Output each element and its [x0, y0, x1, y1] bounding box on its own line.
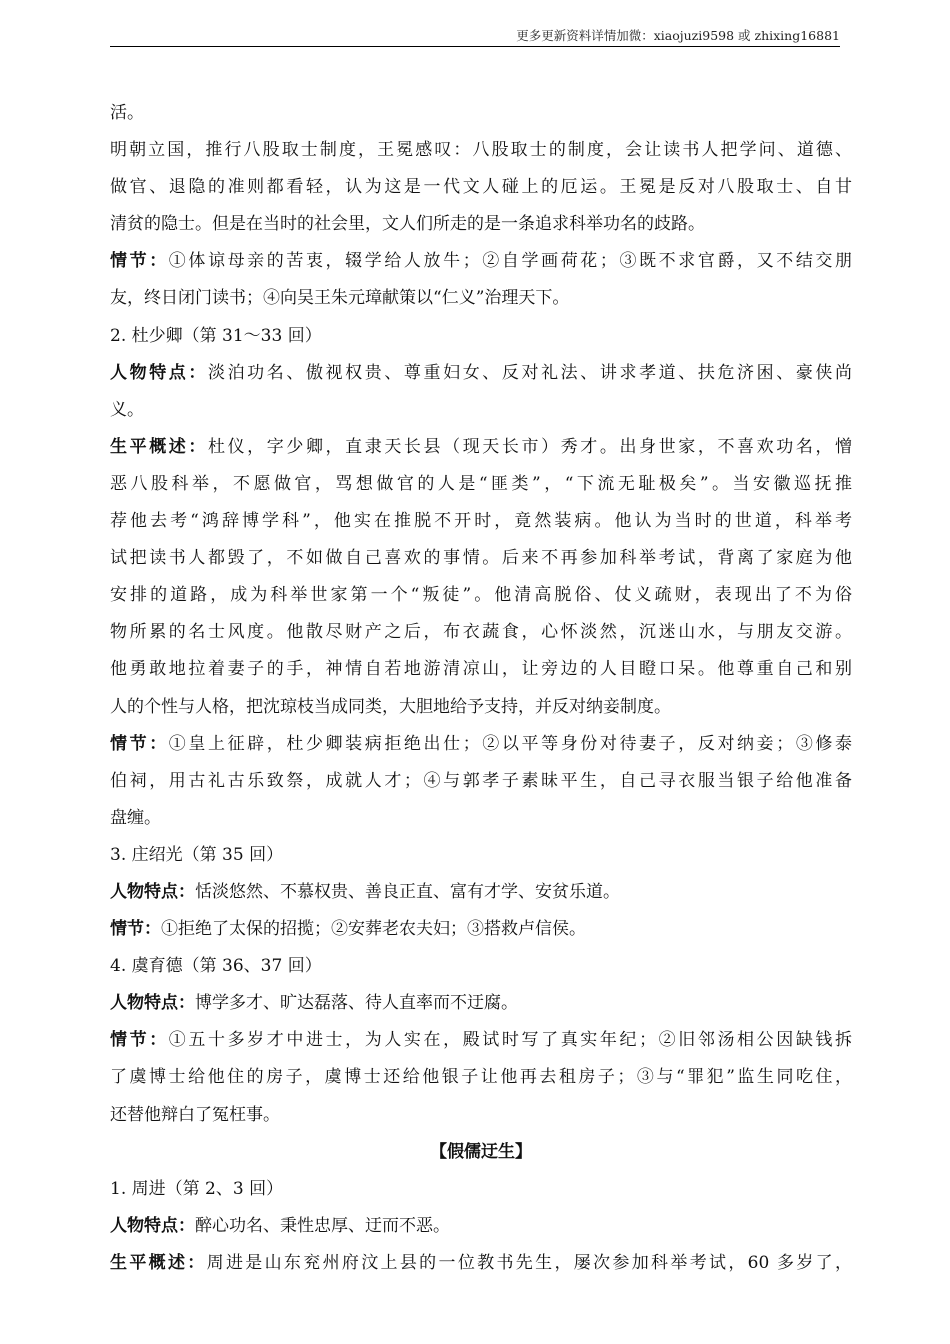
section-title: 1. 周进（第 2、3 回） — [110, 1178, 284, 1199]
paragraph-line: 义。 — [110, 399, 144, 420]
category-heading: 【假儒迂生】 — [430, 1141, 532, 1162]
paragraph-line: 友，终日闭门读书；④向吴王朱元璋献策以“仁义”治理天下。 — [110, 288, 570, 309]
traits-line: 人物特点：醉心功名、秉性忠厚、迂而不恶。 — [110, 1215, 450, 1236]
paragraph-line: 伯祠，用古礼古乐致祭，成就人才；④与郭孝子素昧平生，自己寻衣服当银子给他准备 — [110, 770, 852, 791]
paragraph-line: 恶八股科举，不愿做官，骂想做官的人是“匪类”，“下流无耻极矣”。当安徽巡抚推 — [110, 473, 852, 494]
paragraph-line: 物所累的名士风度。他散尽财产之后，布衣蔬食，心怀淡然，沉迷山水，与朋友交游。 — [110, 622, 852, 643]
paragraph-line: 荐他去考“鸿辞博学科”，他实在推脱不开时，竟然装病。他认为当时的世道，科举考 — [110, 511, 852, 532]
traits-label: 人物特点： — [110, 881, 195, 902]
paragraph-line: 盘缠。 — [110, 807, 161, 828]
section-title: 4. 虞育德（第 36、37 回） — [110, 956, 322, 977]
traits-line: 人物特点：淡泊功名、傲视权贵、尊重妇女、反对礼法、讲求孝道、扶危济困、豪侠尚 — [110, 362, 852, 383]
plot-line: 情节：①拒绝了太保的招揽；②安葬老农夫妇；③搭救卢信侯。 — [110, 919, 586, 940]
paragraph-line: 活。 — [110, 103, 144, 123]
biography-label: 生平概述： — [110, 1252, 207, 1273]
traits-line: 人物特点：博学多才、旷达磊落、待人直率而不迂腐。 — [110, 993, 518, 1014]
paragraph-line: 试把读书人都毁了，不如做自己喜欢的事情。后来不再参加科举考试，背离了家庭为他 — [110, 548, 852, 569]
plot-line: 情节：①皇上征辟，杜少卿装病拒绝出仕；②以平等身份对待妻子，反对纳妾；③修泰 — [110, 733, 852, 754]
traits-line: 人物特点：恬淡悠然、不慕权贵、善良正直、富有才学、安贫乐道。 — [110, 881, 620, 902]
section-title: 2. 杜少卿（第 31～33 回） — [110, 325, 322, 346]
paragraph-line: 他勇敢地拉着妻子的手，神情自若地游清凉山，让旁边的人目瞪口呆。他尊重自己和别 — [110, 659, 852, 680]
page-header — [110, 26, 840, 47]
plot-label: 情节： — [110, 733, 169, 754]
traits-label: 人物特点： — [110, 993, 195, 1014]
paragraph-line: 安排的道路，成为科举世家第一个“叛徒”。他清高脱俗、仗义疏财，表现出了不为俗 — [110, 585, 852, 606]
plot-line: 情节：①体谅母亲的苦衷，辍学给人放牛；②自学画荷花；③既不求官爵，又不结交朋 — [110, 251, 852, 272]
paragraph-line: 清贫的隐士。但是在当时的社会里，文人们所走的是一条追求科举功名的歧路。 — [110, 214, 705, 235]
biography-line: 生平概述：杜仪，字少卿，直隶天长县（现天长市）秀才。出身世家，不喜欢功名，憎 — [110, 436, 852, 457]
header-text: 更多更新资料详情加微：xiaojuzi9598 或 zhixing16881 — [516, 28, 840, 43]
traits-label: 人物特点： — [110, 362, 208, 383]
plot-label: 情节： — [110, 919, 161, 940]
paragraph-line: 做官、退隐的准则都看轻，认为这是一代文人碰上的厄运。王冕是反对八股取士、自甘 — [110, 177, 852, 198]
paragraph-line: 还替他辩白了冤枉事。 — [110, 1104, 280, 1125]
traits-label: 人物特点： — [110, 1215, 195, 1236]
document-body — [110, 95, 852, 1282]
paragraph-line: 了虞博士给他住的房子，虞博士还给他银子让他再去租房子；③与“罪犯”监生同吃住， — [110, 1067, 852, 1088]
section-title: 3. 庄绍光（第 35 回） — [110, 844, 284, 865]
plot-line: 情节：①五十多岁才中进士，为人实在，殿试时写了真实年纪；②旧邻汤相公因缺钱拆 — [110, 1030, 852, 1051]
plot-label: 情节： — [110, 251, 169, 272]
paragraph-line: 明朝立国，推行八股取士制度，王冕感叹：八股取士的制度，会让读书人把学问、道德、 — [110, 140, 852, 161]
paragraph-line: 人的个性与人格，把沈琼枝当成同类，大胆地给予支持，并反对纳妾制度。 — [110, 696, 671, 717]
biography-label: 生平概述： — [110, 436, 208, 457]
biography-line: 生平概述：周进是山东兖州府汶上县的一位教书先生，屡次参加科举考试，60 多岁了， — [110, 1252, 852, 1273]
plot-label: 情节： — [110, 1030, 169, 1051]
